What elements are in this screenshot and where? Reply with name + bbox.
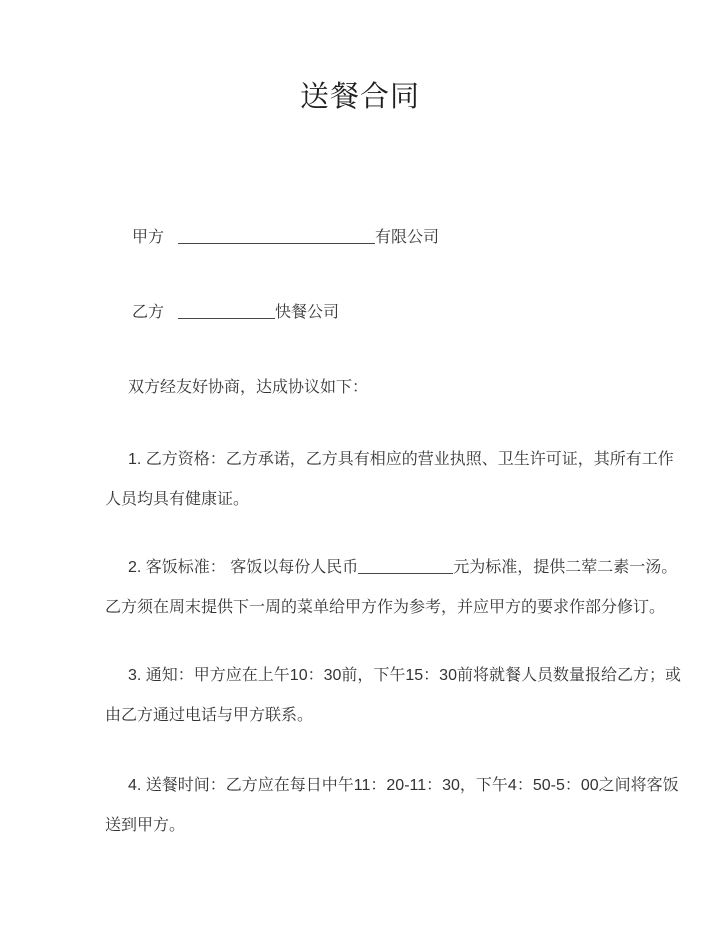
party-b-label: 乙方 [132, 304, 165, 321]
party-a-row [105, 218, 439, 258]
clause-3-line-2: 由乙方通过电话与甲方联系。 [105, 707, 314, 724]
clause-2-text-before-blank: 2. 客饭标准： 客饭以每份人民币 [128, 559, 359, 576]
party-a-name-blank[interactable] [178, 227, 375, 244]
clause-3-line-1: 3. 通知：甲方应在上午10：30前，下午15：30前将就餐人员数量报给乙方；或 [128, 667, 681, 684]
clause-4-line-1: 4. 送餐时间：乙方应在每日中午11：20-11：30，下午4：50-5：00之间将客饭 [128, 777, 679, 794]
contract-title: 送餐合同 [299, 79, 420, 113]
clause-2-text-after-blank: 元为标准，提供二荤二素一汤。 [453, 559, 678, 576]
party-b-row [105, 293, 339, 333]
meal-price-blank[interactable] [358, 557, 453, 574]
clause-4 [105, 766, 679, 846]
party-a-label: 甲方 [132, 229, 165, 246]
clause-2-line-2: 乙方须在周末提供下一周的菜单给甲方作为参考，并应甲方的要求作部分修订。 [105, 599, 666, 616]
party-a-suffix: 有限公司 [375, 229, 440, 246]
party-b-name-blank[interactable] [178, 302, 275, 319]
clause-1 [105, 440, 674, 520]
clause-2-line-1 [105, 548, 678, 588]
clause-4-line-2: 送到甲方。 [105, 817, 186, 834]
clause-3 [105, 656, 681, 736]
clause-1-line-2: 人员均具有健康证。 [105, 491, 250, 508]
party-b-suffix: 快餐公司 [275, 304, 340, 321]
clause-1-line-1: 1. 乙方资格：乙方承诺，乙方具有相应的营业执照、卫生许可证，其所有工作 [128, 451, 674, 468]
intro-sentence: 双方经友好协商，达成协议如下： [128, 379, 369, 396]
clause-2 [105, 548, 678, 628]
